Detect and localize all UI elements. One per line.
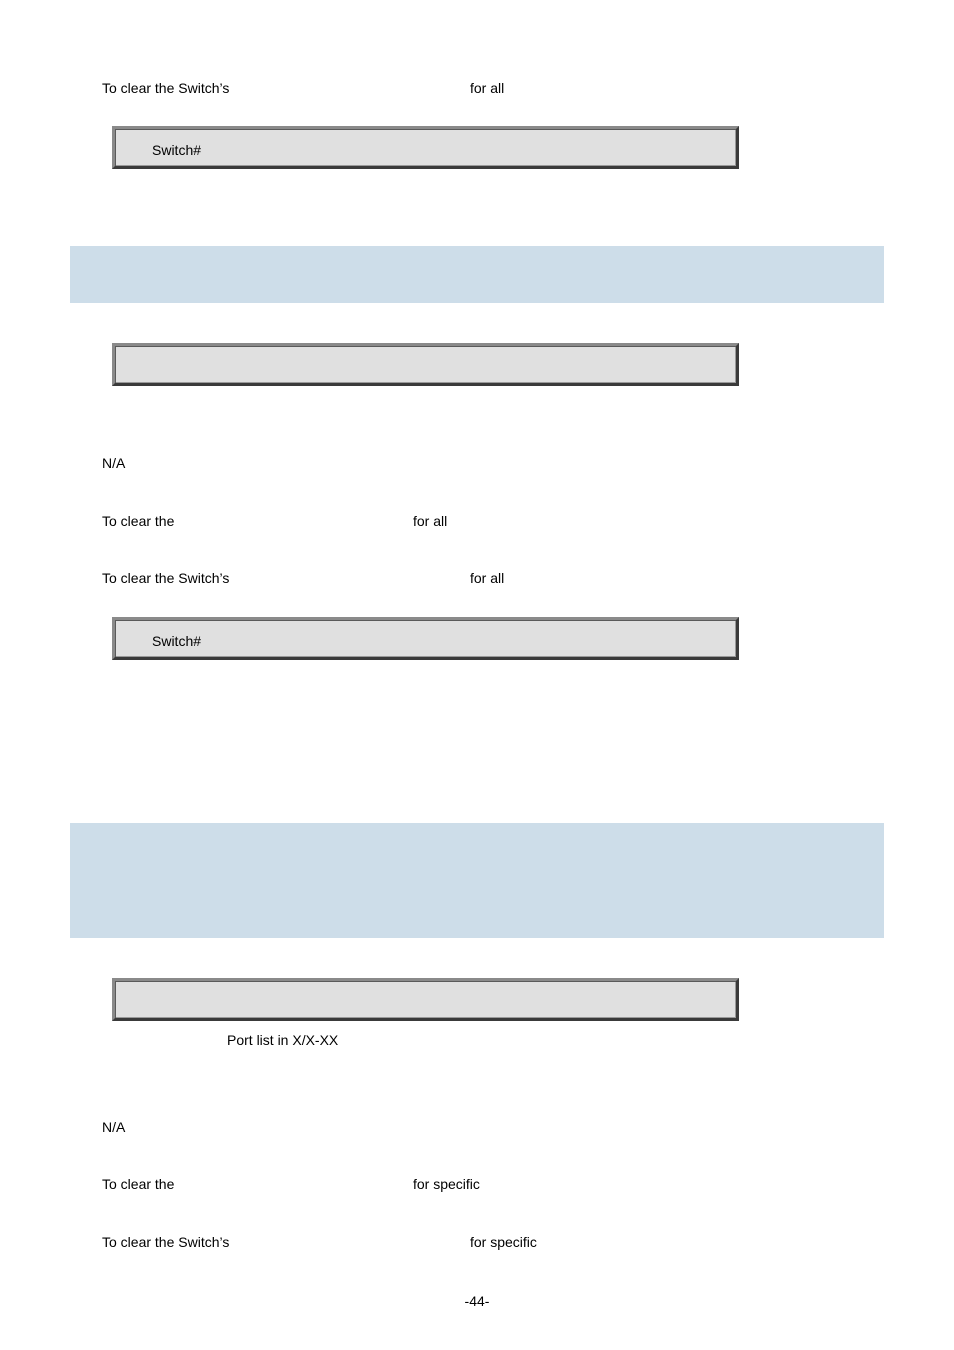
default-value: N/A: [102, 455, 126, 471]
default-value: N/A: [102, 1119, 126, 1135]
example-text: To clear the Switch’s: [102, 570, 230, 586]
example-command-box: [112, 126, 739, 169]
usage-text-for: for all: [413, 513, 448, 529]
cli-prompt: Switch#: [152, 142, 202, 158]
example-command-box: [112, 617, 739, 660]
parameter-description: Port list in X/X-XX: [227, 1032, 339, 1048]
usage-text-for: for specific: [413, 1176, 480, 1192]
example-text: To clear the Switch’s: [102, 1234, 230, 1250]
example-text-for: for specific: [470, 1234, 537, 1250]
page-number: -44-: [464, 1293, 490, 1309]
usage-text: To clear the: [102, 1176, 175, 1192]
example-text-for: for all: [470, 570, 505, 586]
command-heading-band: [70, 246, 884, 303]
syntax-command-box: [112, 978, 739, 1021]
command-heading-band: [70, 823, 884, 938]
example-text-for: for all: [470, 80, 505, 96]
usage-text: To clear the: [102, 513, 175, 529]
syntax-command-box: [112, 343, 739, 386]
cli-prompt: Switch#: [152, 633, 202, 649]
example-text: To clear the Switch’s: [102, 80, 230, 96]
